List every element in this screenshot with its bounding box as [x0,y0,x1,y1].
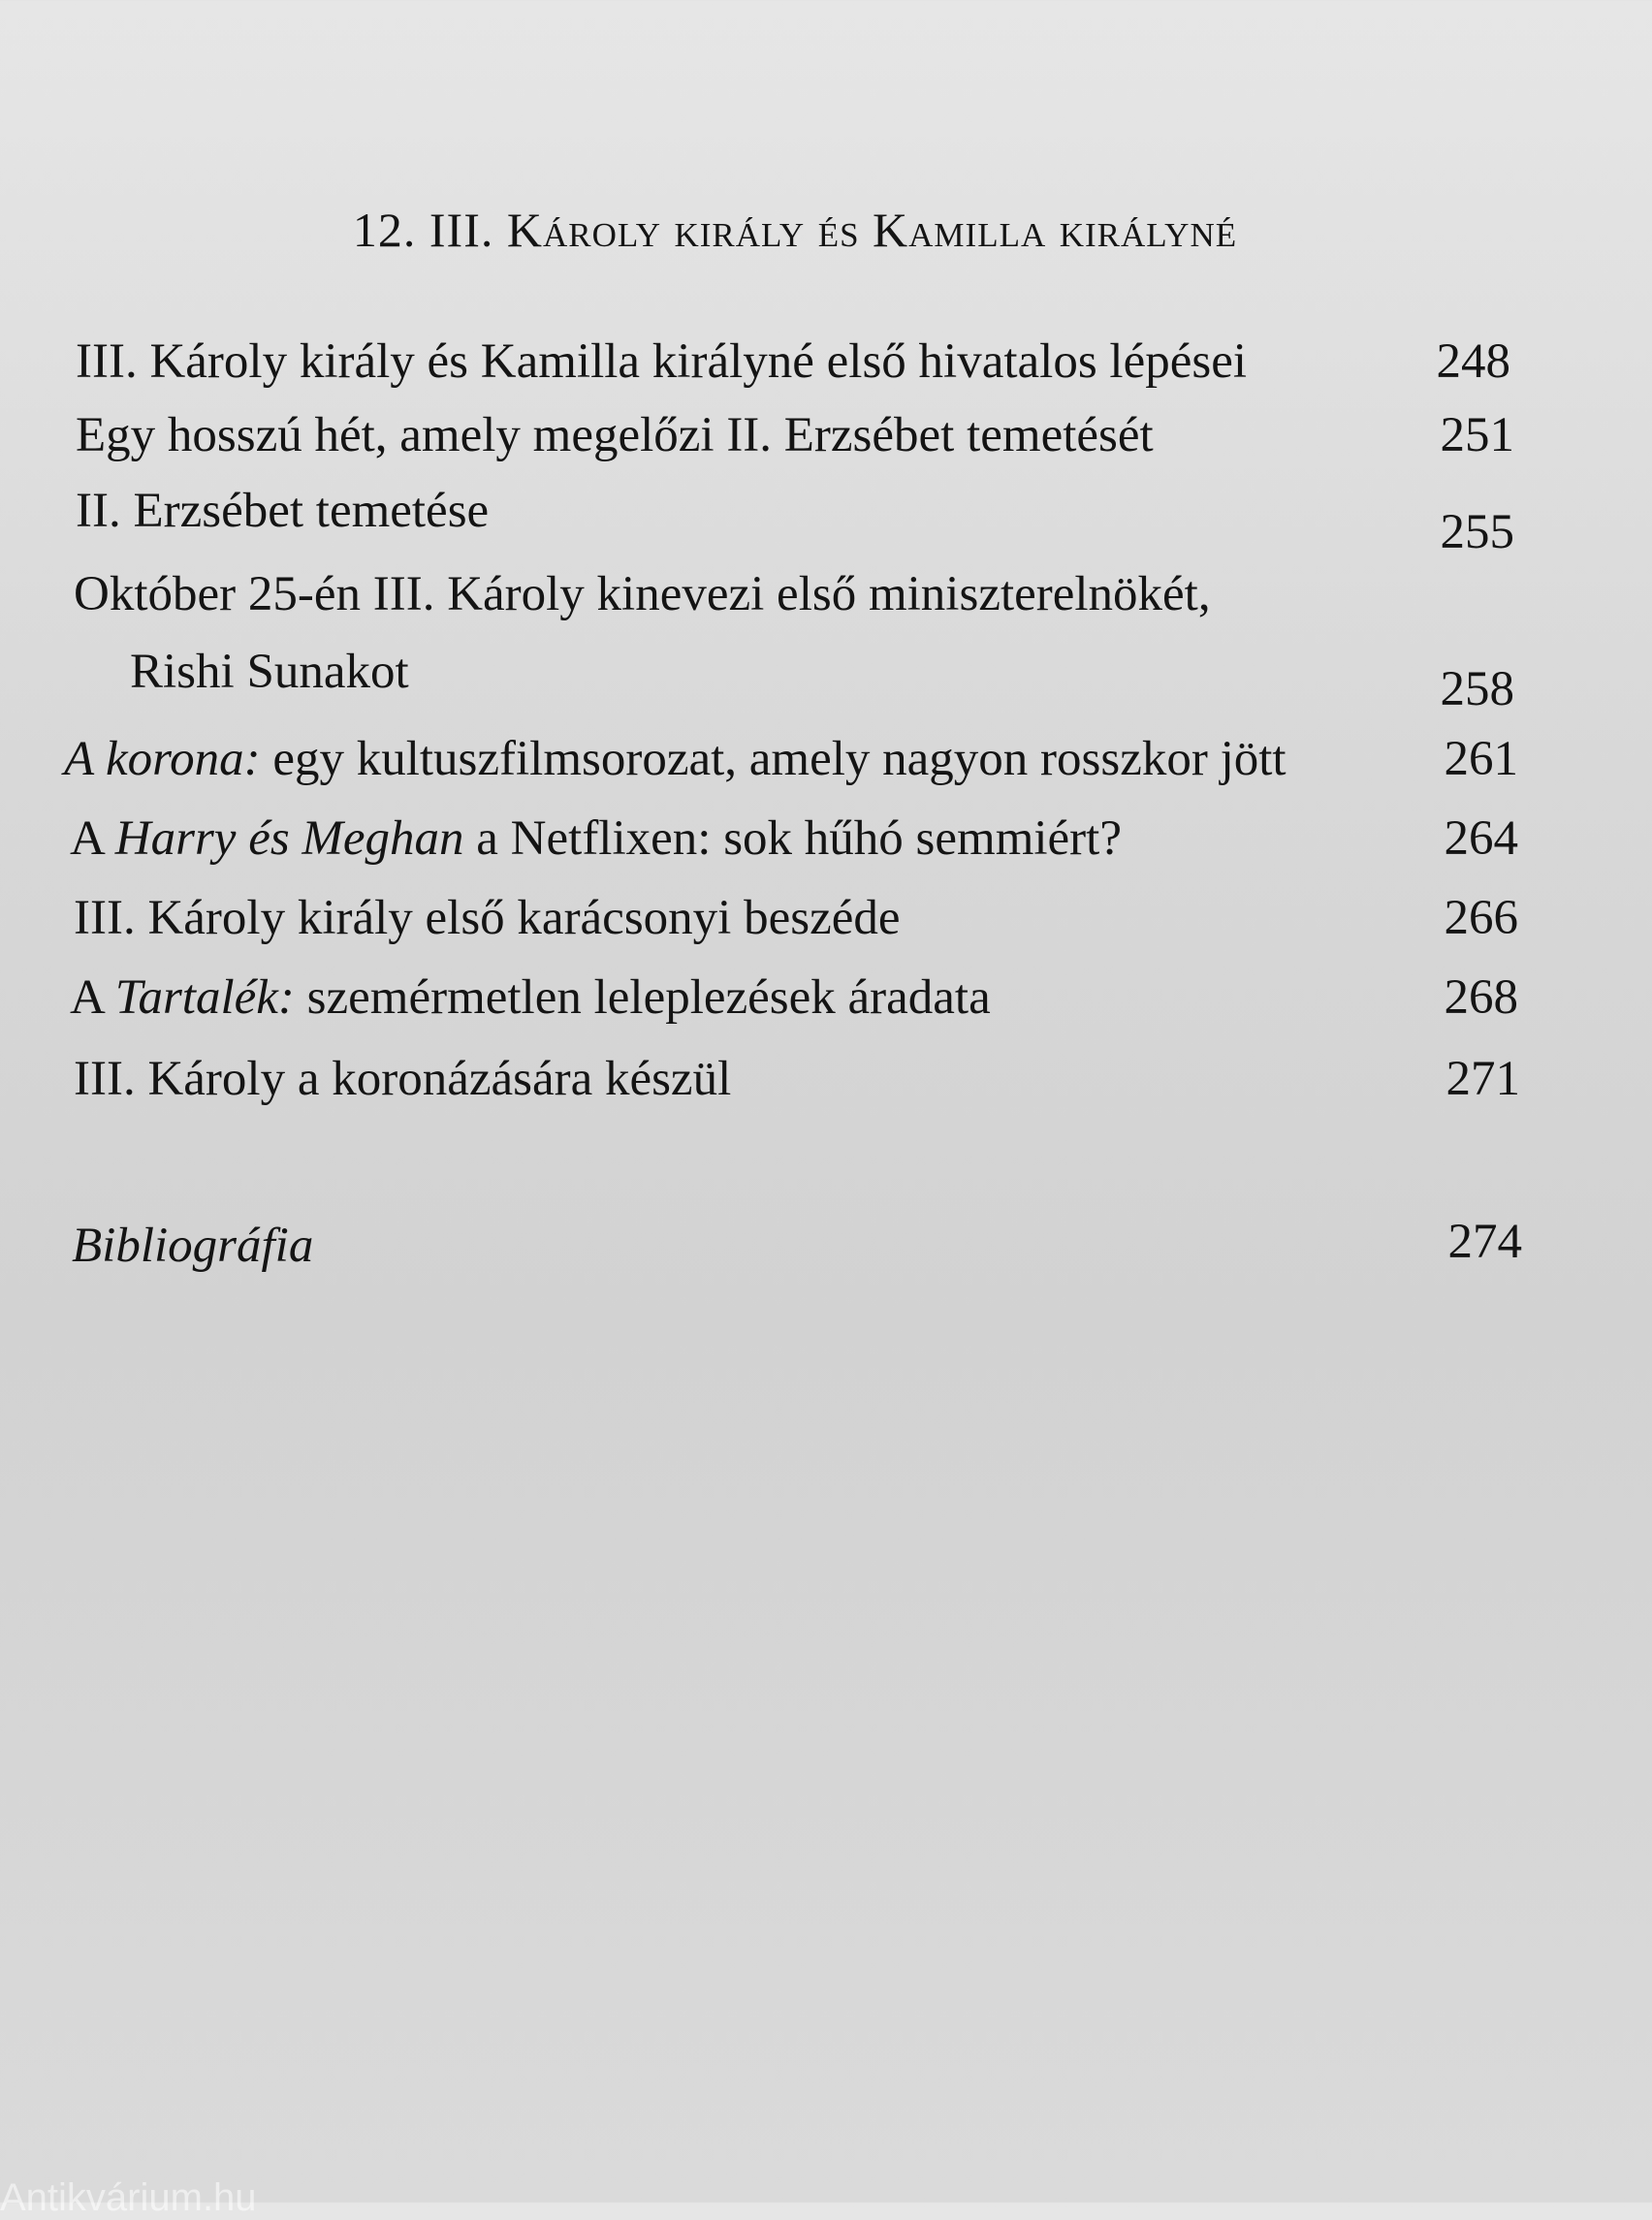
toc-italic-fragment: Harry és Meghan [114,811,464,866]
toc-entry-title [70,964,991,1031]
toc-entry-title [76,477,489,545]
toc-text-fragment: szemérmetlen leleplezések áradata [294,970,991,1025]
toc-page-number: 268 [1444,970,1518,1025]
toc-entry-title [74,884,900,952]
toc-entry [0,1045,1652,1113]
toc-text-fragment: Rishi Sunakot [130,645,409,699]
toc-page-number: 266 [1444,891,1518,945]
toc-page-number: 264 [1444,811,1518,866]
toc-entry [0,638,1652,716]
toc-page-number: 248 [1436,334,1510,389]
toc-text-fragment: Október 25-én III. Károly kinevezi első miniszterelnökét, [74,567,1211,621]
toc-page-number: 251 [1440,408,1514,462]
toc-italic-fragment: Tartalék: [114,970,295,1025]
toc-entry [0,401,1652,469]
toc-entry-title [72,1212,313,1280]
toc-text-fragment: A [70,970,115,1025]
watermark-text: Antikvárium.hu [0,2176,257,2219]
toc-entry [0,560,1652,628]
toc-text-fragment: A [70,811,115,866]
chapter-title: 12. III. Károly király és Kamilla királyné [352,203,1238,257]
toc-entry-title [76,401,1154,469]
toc-text-fragment: III. Károly király első karácsonyi beszéde [74,891,901,945]
toc-text-fragment: a Netflixen: sok hűhó semmiért? [463,811,1122,866]
toc-entry [0,964,1652,1031]
toc-entry-title [74,560,1211,628]
toc-text-fragment: Egy hosszú hét, amely megelőzi II. Erzsébet temetését [76,408,1154,462]
toc-entry-title [74,1045,731,1113]
toc-page-number: 271 [1446,1052,1520,1106]
toc-entry [0,477,1652,559]
toc-entry [0,1208,1652,1276]
toc-entry-title [130,638,409,706]
toc-entry [0,725,1652,793]
toc-text-fragment: III. Károly király és Kamilla királyné első hivatalos lépései [76,334,1248,389]
toc-entry [0,805,1652,872]
toc-entry [0,328,1652,396]
toc-entry-title [70,805,1122,872]
toc-page-number: 255 [1440,505,1514,559]
toc-italic-fragment: Bibliográfia [72,1219,314,1273]
toc-entry-title [76,328,1247,396]
toc-page-number: 261 [1444,732,1518,786]
toc-page-number: 274 [1447,1215,1522,1269]
toc-italic-fragment: A korona: [64,732,261,786]
toc-entry [0,884,1652,952]
toc-page-number: 258 [1440,662,1514,716]
toc-text-fragment: II. Erzsébet temetése [76,484,490,538]
toc-text-fragment: egy kultuszfilmsorozat, amely nagyon rosszkor jött [260,732,1287,786]
toc-text-fragment: III. Károly a koronázására készül [74,1052,732,1106]
toc-entry-title [64,725,1287,793]
